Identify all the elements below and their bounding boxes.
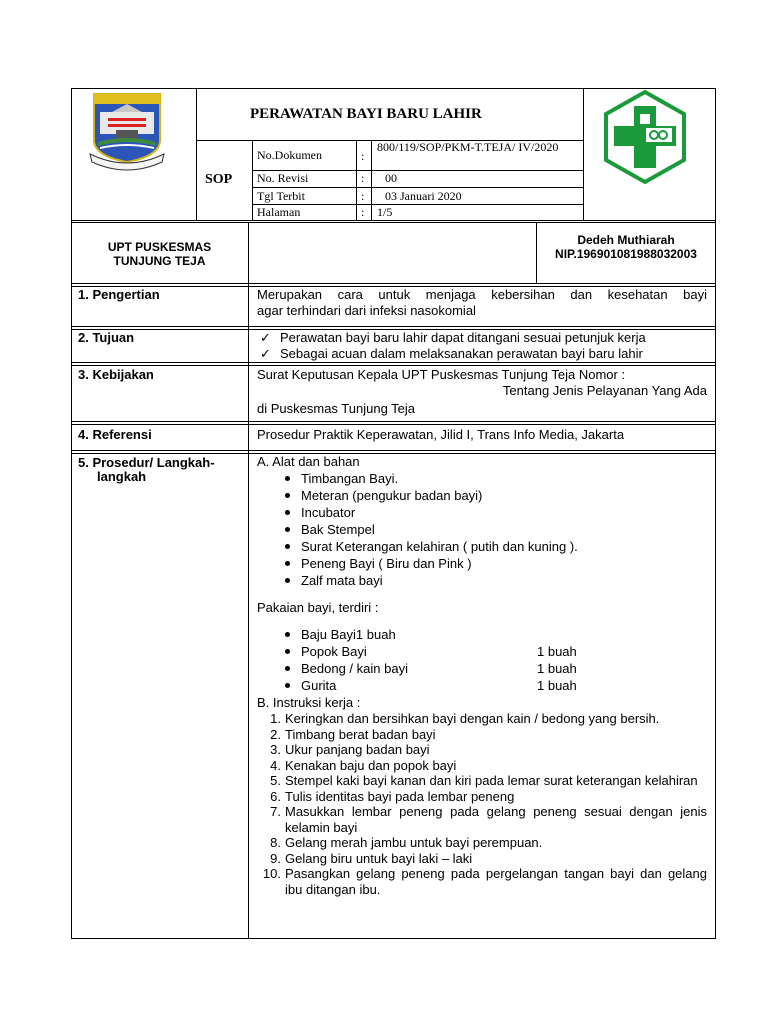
list-item: 5. Stempel kaki bayi kanan dan kiri pada lemar surat keterangan kelahiran: [270, 773, 698, 788]
kebijakan-text: Surat Keputusan Kepala UPT Puskesmas Tunjung Teja Nomor : Tentang Jenis Pelayanan Yang Ada di Puskesmas Tunjung Teja: [257, 367, 707, 416]
list-item: 8. Gelang merah jambu untuk bayi perempuan.: [270, 835, 543, 850]
pakaian-list: [301, 626, 601, 694]
sop-label: SOP: [205, 172, 233, 187]
section-label-prosedur: 5. Prosedur/ Langkah-: [78, 455, 215, 470]
meta-sep: :: [361, 171, 365, 185]
meta-value-revisi: 00: [385, 171, 397, 185]
list-item: 4. Kenakan baju dan popok bayi: [270, 757, 457, 773]
puskesmas-green-cross-icon: [600, 88, 690, 186]
list-item: Baju Bayi1 buah: [301, 626, 601, 643]
list-item: Bak Stempel: [301, 521, 578, 538]
list-item: ✓ Perawatan bayi baru lahir dapat ditangani sesuai petunjuk kerja: [280, 330, 646, 346]
section-label-tujuan: 2. Tujuan: [78, 330, 135, 345]
meta-label-dokumen: No.Dokumen: [257, 148, 322, 162]
regional-government-emblem-icon: [86, 90, 168, 172]
list-item: Meteran (pengukur badan bayi): [301, 487, 578, 504]
signer-name: Dedeh Muthiarah: [577, 233, 675, 247]
section-label-pengertian: 1. Pengertian: [78, 287, 160, 302]
list-item: 9. Gelang biru untuk bayi laki – laki: [270, 850, 473, 866]
instruksi-title: B. Instruksi kerja :: [257, 695, 361, 710]
meta-value-terbit: 03 Januari 2020: [385, 189, 462, 203]
signer-nip: NIP.196901081988032003: [555, 247, 697, 261]
list-item: Surat Keterangan kelahiran ( putih dan kuning ).: [301, 539, 578, 554]
instruksi-list: [262, 711, 707, 897]
list-item: Zalf mata bayi: [301, 572, 578, 589]
referensi-text: Prosedur Praktik Keperawatan, Jilid I, Trans Info Media, Jakarta: [257, 427, 625, 442]
pakaian-title: Pakaian bayi, terdiri :: [257, 600, 379, 615]
pengertian-text: Merupakan cara untuk menjaga kebersihan dan kesehatan bayi agar terhindari dari infeksi nasokomial: [257, 287, 707, 318]
list-item: Incubator: [301, 504, 578, 521]
document-title: PERAWATAN BAYI BARU LAHIR: [250, 106, 482, 122]
meta-sep: :: [361, 149, 365, 163]
section-label-referensi: 4. Referensi: [78, 427, 152, 442]
list-item: 1. Keringkan dan bersihkan bayi dengan kain / bedong yang bersih.: [270, 711, 660, 726]
meta-sep: :: [361, 205, 365, 219]
tujuan-list: [280, 330, 646, 362]
meta-label-halaman: Halaman: [257, 205, 301, 219]
list-item: 7. Masukkan lembar peneng pada gelang peneng sesuai dengan jenis kelamin bayi: [270, 804, 707, 835]
alat-title: A. Alat dan bahan: [257, 454, 360, 469]
meta-label-terbit: Tgl Terbit: [257, 189, 305, 203]
section-label-prosedur-cont: langkah: [97, 469, 147, 484]
list-item: 10. Pasangkan gelang peneng pada pergelangan tangan bayi dan gelang ibu ditangan ibu.: [262, 866, 707, 897]
list-item: Gurita 1 buah: [301, 677, 601, 694]
list-item: Popok Bayi 1 buah: [301, 643, 601, 660]
org-name-line1: UPT PUSKESMAS: [107, 240, 212, 254]
org-name-line2: TUNJUNG TEJA: [113, 254, 206, 268]
list-item: Timbangan Bayi.: [301, 470, 578, 487]
list-item: 6. Tulis identitas bayi pada lembar peneng: [270, 788, 515, 804]
meta-value-dokumen: 800/119/SOP/PKM-T.TEJA/ IV/2020: [377, 140, 559, 154]
meta-value-halaman: 1/5: [377, 205, 393, 219]
list-item: Bedong / kain bayi 1 buah: [301, 660, 601, 677]
list-item: 3. Ukur panjang badan bayi: [270, 742, 430, 757]
list-item: Peneng Bayi ( Biru dan Pink ): [301, 555, 578, 572]
list-item: 2. Timbang berat badan bayi: [270, 726, 436, 742]
section-label-kebijakan: 3. Kebijakan: [78, 367, 154, 382]
meta-label-revisi: No. Revisi: [257, 171, 309, 185]
meta-sep: :: [361, 189, 365, 203]
list-item: ✓ Sebagai acuan dalam melaksanakan perawatan bayi baru lahir: [280, 346, 646, 362]
alat-list: [301, 470, 578, 589]
